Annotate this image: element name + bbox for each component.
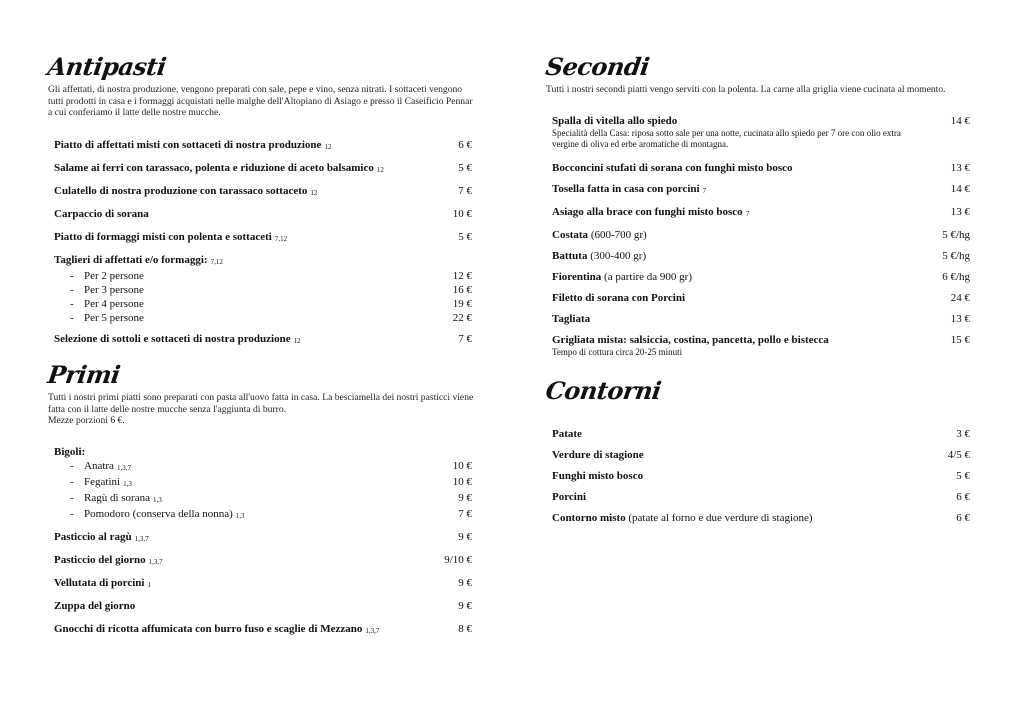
secondi-list [552,114,970,358]
item-price: 7 € [458,185,472,197]
menu-item: Selezione di sottoli e sottaceti di nostra produzione 12 7 € [54,333,472,345]
secondi-title: Secondi [543,52,652,81]
item-price: 5 € [458,231,472,243]
item-price: 5 €/hg [942,229,970,241]
item-price: 5 € [458,162,472,174]
item-price: 13 € [950,206,970,218]
menu-item: Bigoli: [54,446,86,458]
item-price: 9/10 € [444,554,472,566]
menu-item: Patate 3 € [552,428,970,440]
menu-item: Carpaccio di sorana 10 € [54,208,472,220]
item-price: 6 € [956,491,970,503]
menu-item: Fiorentina (a partire da 900 gr) 6 €/hg [552,271,970,283]
item-note: Tempo di cottura circa 20-25 minuti [552,347,683,357]
menu-item: Asiago alla brace con funghi misto bosco 7 13 € [552,206,970,218]
item-price: 9 € [458,531,472,543]
menu-item: Costata (600-700 gr) 5 €/hg [552,229,970,241]
menu-item: Vellutata di porcini 1 9 € [54,577,472,589]
primi-title: Primi [45,360,122,389]
contorni-list [552,427,970,525]
primi-intro-half-portions: Mezze porzioni 6 €. [48,415,125,426]
item-price: 4/5 € [947,449,970,461]
item-price: 10 € [452,208,472,220]
menu-item: Funghi misto bosco 5 € [552,470,970,482]
item-price: 6 € [458,139,472,151]
item-price: 6 €/hg [942,271,970,283]
item-price: 5 € [956,470,970,482]
menu-item: Pasticcio al ragù 1,3,7 9 € [54,531,472,543]
menu-item: Tosella fatta in casa con porcini 7 14 € [552,183,970,195]
menu-item: Battuta (300-400 gr) 5 €/hg [552,250,970,262]
sub-item: - Anatra 1,3,7 10 € [54,459,472,475]
item-note: Specialità della Casa: riposa sotto sale per una notte, cucinata allo spiedo per 7 ore con olio extra vergine di oliva ed erbe aromatiche di montagna. [552,128,901,149]
contorni-title: Contorni [543,376,663,405]
sub-item: - Per 2 persone 12 € [54,269,472,283]
primi-list [54,445,472,638]
item-price: 9 € [458,577,472,589]
menu-item: Taglieri di affettati e/o formaggi: 7,12 [54,254,223,266]
item-price: 15 € [950,334,970,346]
antipasti-intro: Gli affettati, di nostra produzione, vengono preparati con sale, pepe e vino, senza nitrati. I sottaceti vengono tutti prodotti in casa e i formaggi acquistati nelle malghe dell'Altopiano di Asiago e presso il Caseificio Pennar a cui conferiamo il latte delle nostre mucche. [48,84,473,118]
sub-item: - Ragù di sorana 1,3 9 € [54,491,472,507]
menu-item: Porcini 6 € [552,491,970,503]
item-price: 13 € [950,162,970,174]
menu-item: Contorno misto (patate al forno e due verdure di stagione) 6 € [552,512,970,524]
menu-item: Pasticcio del giorno 1,3,7 9/10 € [54,554,472,566]
menu-item: Bocconcini stufati di sorana con funghi misto bosco 13 € [552,162,970,174]
menu-item: Piatto di affettati misti con sottaceti di nostra produzione 12 6 € [54,139,472,151]
menu-item: Spalla di vitella allo spiedo 14 € Specialità della Casa: riposa sotto sale per una notte, cucinata allo spiedo per 7 ore con olio extra vergine di oliva ed erbe aromatiche di montagna. [552,115,970,149]
item-price: 5 €/hg [942,250,970,262]
sub-item: - Per 5 persone 22 € [54,311,472,325]
antipasti-list [54,138,472,348]
item-price: 14 € [950,183,970,195]
menu-item: Verdure di stagione 4/5 € [552,449,970,461]
sub-item: - Per 4 persone 19 € [54,297,472,311]
item-price: 14 € [950,115,970,127]
antipasti-title: Antipasti [45,52,168,81]
menu-item: Culatello di nostra produzione con tarassaco sottaceto 12 7 € [54,185,472,197]
sub-item: - Fegatini 1,3 10 € [54,475,472,491]
item-price: 24 € [950,292,970,304]
item-price: 3 € [956,428,970,440]
sub-item: - Pomodoro (conserva della nonna) 1,3 7 € [54,507,472,523]
sub-item: - Per 3 persone 16 € [54,283,472,297]
item-price: 13 € [950,313,970,325]
menu-item: Gnocchi di ricotta affumicata con burro fuso e scaglie di Mezzano 1,3,7 8 € [54,623,472,635]
secondi-intro: Tutti i nostri secondi piatti vengo serviti con la polenta. La carne alla griglia viene cucinata al momento. [546,84,946,95]
menu-item: Salame ai ferri con tarassaco, polenta e riduzione di aceto balsamico 12 5 € [54,162,472,174]
menu-item: Grigliata mista: salsiccia, costina, pancetta, pollo e bistecca 15 € Tempo di cottura circa 20-25 minuti [552,334,970,357]
menu-item: Piatto di formaggi misti con polenta e sottaceti 7,12 5 € [54,231,472,243]
menu-item: Tagliata 13 € [552,313,970,325]
menu-item: Zuppa del giorno 9 € [54,600,472,612]
item-price: 9 € [458,600,472,612]
item-price: 6 € [956,512,970,524]
menu-item: Filetto di sorana con Porcini 24 € [552,292,970,304]
item-price: 7 € [458,333,472,345]
item-price: 8 € [458,623,472,635]
primi-intro: Tutti i nostri primi piatti sono preparati con pasta all'uovo fatta in casa. La besciamella dei nostri pasticci viene fatta con il latte delle nostre mucche senza l'aggiunta di burro. [48,392,474,415]
